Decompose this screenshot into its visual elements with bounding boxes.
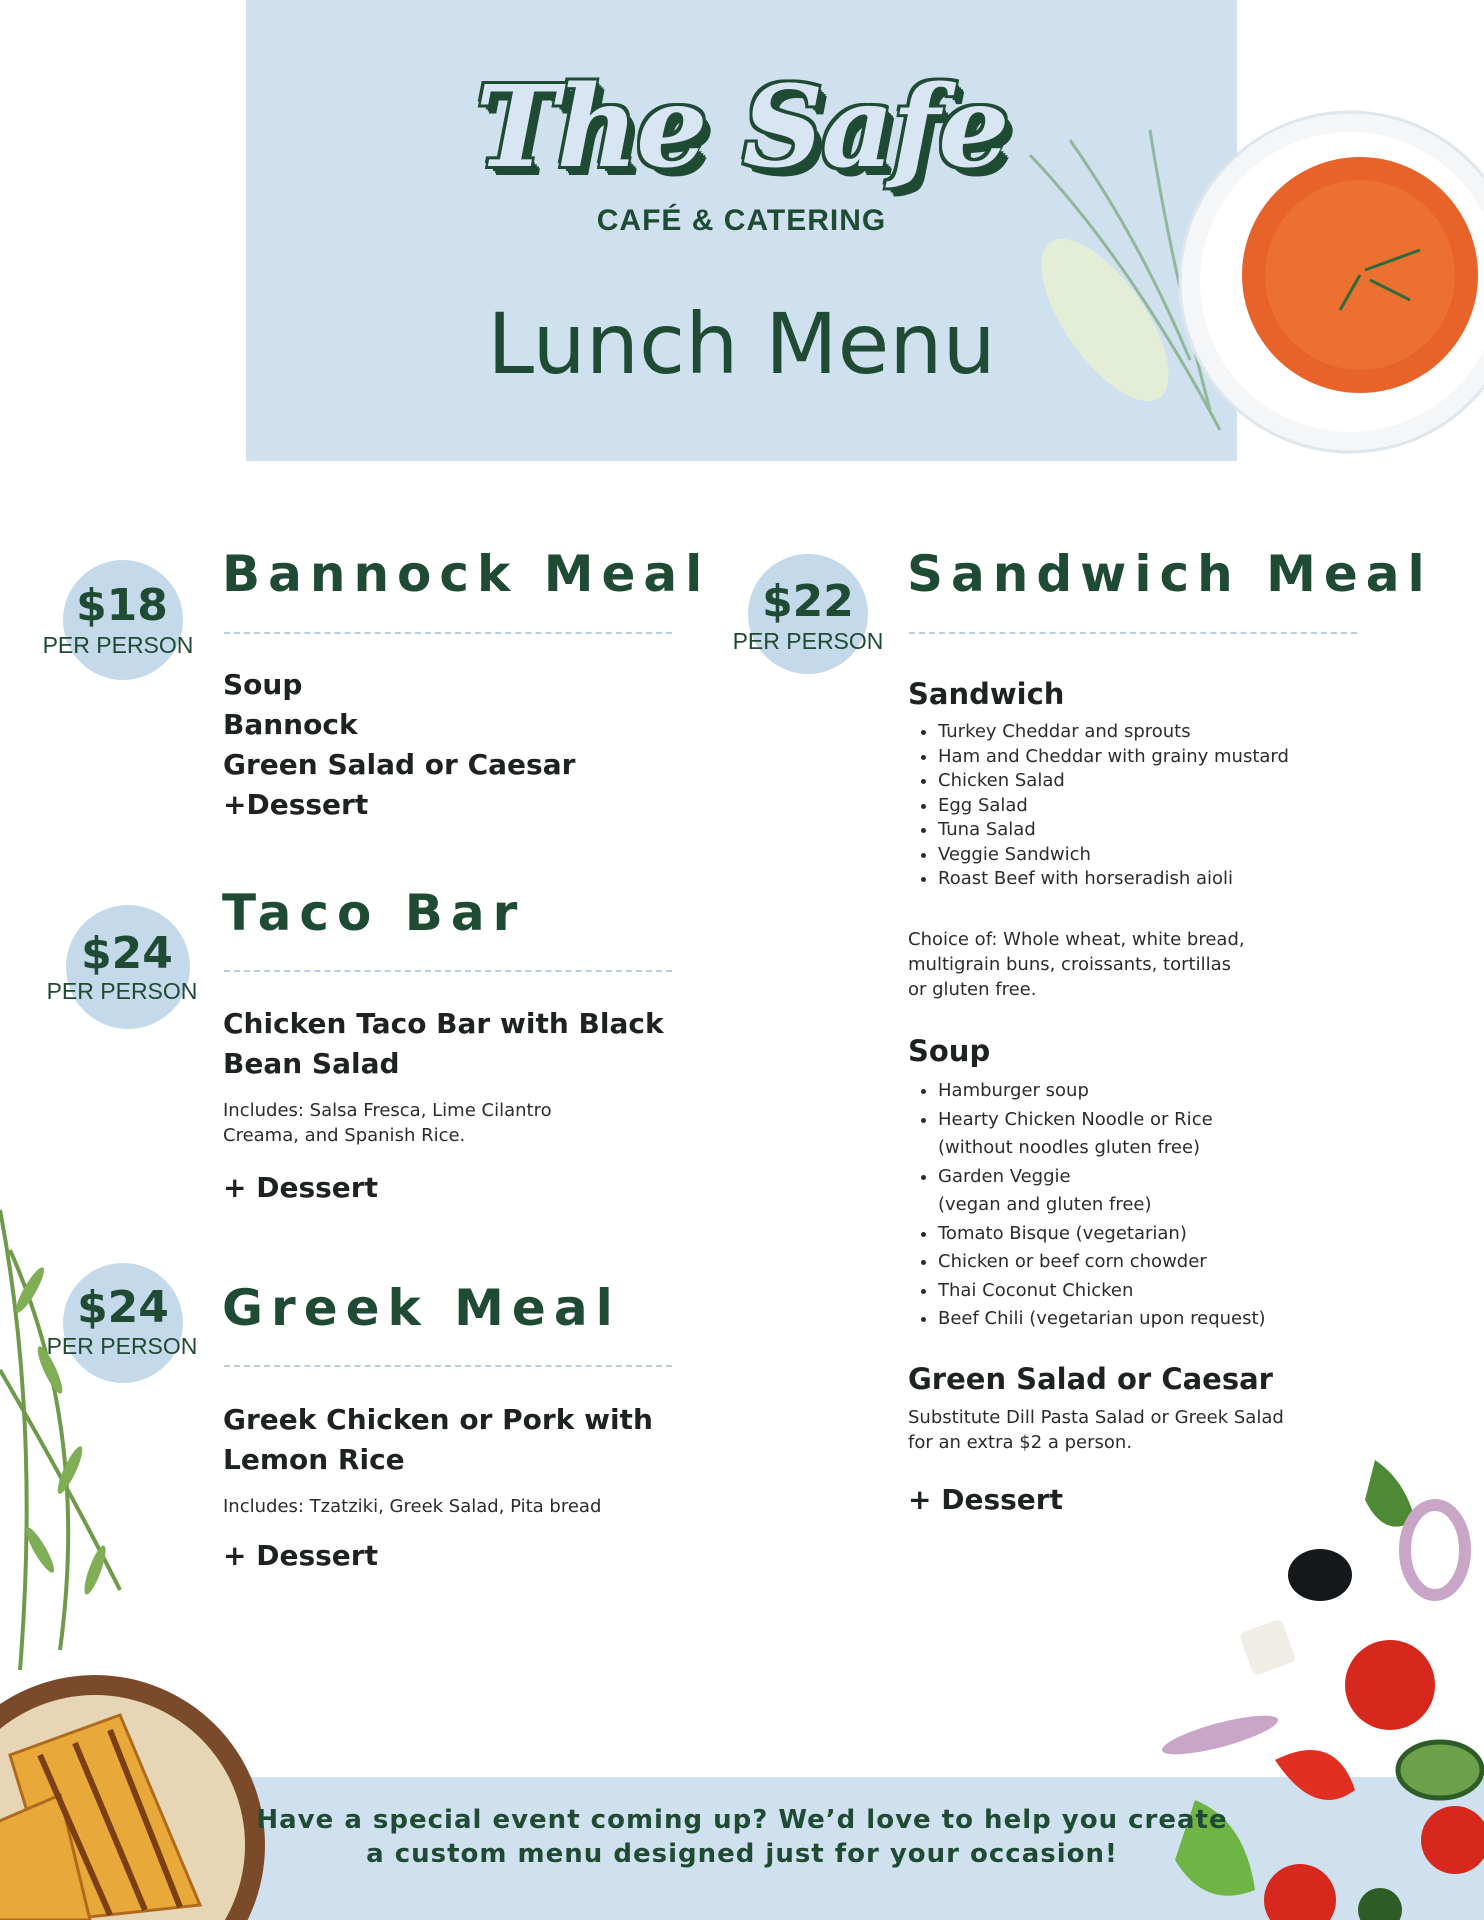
list-item: • Tuna Salad	[938, 818, 1298, 843]
price-per-person: PER PERSON	[46, 978, 198, 1004]
footer-line: a custom menu designed just for your occasion!	[366, 1839, 1118, 1869]
menu-item: +Dessert	[223, 788, 369, 821]
list-item-note: (without noodles gluten free)	[938, 1137, 1201, 1158]
logo-subtitle: CAFÉ & CATERING	[596, 204, 887, 237]
tomato-icon	[1345, 1640, 1435, 1730]
onion-slice-icon	[1159, 1708, 1281, 1762]
list-item: • Turkey Cheddar and sprouts	[938, 720, 1298, 745]
greek-main	[223, 1400, 653, 1480]
section-title-greek: Greek Meal	[222, 1279, 621, 1337]
grilled-sandwich-image	[0, 1675, 265, 1920]
price-amount: $18	[76, 580, 168, 631]
includes-line: Creama, and Spanish Rice.	[223, 1125, 466, 1146]
page-title: Lunch Menu	[487, 295, 996, 393]
olive-icon	[1288, 1549, 1352, 1601]
list-item: • Chicken Salad	[938, 769, 1298, 794]
menu-item-line: Greek Chicken or Pork with	[223, 1403, 653, 1436]
sandwich-dessert: + Dessert	[908, 1483, 1063, 1516]
includes-line: Includes: Salsa Fresca, Lime Cilantro	[223, 1100, 552, 1121]
divider	[224, 632, 672, 634]
logo	[246, 62, 1237, 238]
menu-item: Bannock	[223, 708, 358, 741]
price-per-person: PER PERSON	[732, 628, 884, 654]
list-item: • Tomato Bisque (vegetarian)	[938, 1220, 1358, 1249]
sandwich-list	[908, 720, 1298, 892]
choice-line: multigrain buns, croissants, tortillas	[908, 954, 1231, 975]
logo-wordmark: The Safe	[475, 62, 1008, 193]
salad-line: Substitute Dill Pasta Salad or Greek Salad	[908, 1407, 1284, 1428]
price-amount: $22	[762, 576, 854, 627]
menu-item-line: Chicken Taco Bar with Black	[223, 1007, 664, 1040]
list-item: • Egg Salad	[938, 794, 1298, 819]
list-item: • Ham and Cheddar with grainy mustard	[938, 745, 1298, 770]
menu-item-line: Lemon Rice	[223, 1443, 405, 1476]
salad-line: for an extra $2 a person.	[908, 1432, 1133, 1453]
footer-line: Have a special event coming up? We’d love to help you create	[256, 1805, 1228, 1835]
feta-cube-icon	[1239, 1618, 1297, 1676]
taco-main	[223, 1004, 664, 1084]
list-item: • Hamburger soup	[938, 1077, 1358, 1106]
greek-includes: Includes: Tzatziki, Greek Salad, Pita bread	[223, 1496, 602, 1517]
list-item: • Roast Beef with horseradish aioli	[938, 867, 1298, 892]
onion-ring-icon	[1405, 1505, 1465, 1595]
divider	[224, 1365, 672, 1367]
menu-item-line: Bean Salad	[223, 1047, 400, 1080]
choice-line: or gluten free.	[908, 979, 1037, 1000]
choice-line: Choice of: Whole wheat, white bread,	[908, 929, 1245, 950]
salad-heading: Green Salad or Caesar	[908, 1362, 1273, 1396]
section-title-sandwich: Sandwich Meal	[907, 545, 1433, 603]
lettuce-leaf-icon	[1365, 1460, 1415, 1527]
footer-message	[200, 1803, 1284, 1871]
list-item	[938, 1106, 1358, 1163]
price-per-person: PER PERSON	[46, 1333, 198, 1359]
bread-choice	[908, 927, 1245, 1002]
greek-dessert: + Dessert	[223, 1539, 378, 1572]
list-item-text: Hearty Chicken Noodle or Rice	[938, 1108, 1213, 1130]
price-per-person: PER PERSON	[42, 632, 194, 658]
rosemary-sprigs-image	[0, 1170, 140, 1690]
divider	[909, 632, 1357, 634]
list-item: • Beef Chili (vegetarian upon request)	[938, 1305, 1358, 1334]
list-item: • Veggie Sandwich	[938, 843, 1298, 868]
taco-dessert: + Dessert	[223, 1171, 378, 1204]
section-title-bannock: Bannock Meal	[222, 545, 711, 603]
cucumber-icon	[1398, 1742, 1482, 1798]
list-item: • Chicken or beef corn chowder	[938, 1248, 1358, 1277]
divider	[224, 970, 672, 972]
list-item-note: (vegan and gluten free)	[938, 1194, 1152, 1215]
soup-heading: Soup	[908, 1034, 991, 1068]
sandwich-heading: Sandwich	[908, 677, 1065, 711]
price-amount: $24	[81, 928, 173, 979]
price-amount: $24	[77, 1282, 169, 1333]
bannock-items	[223, 665, 575, 825]
pepper-icon	[1275, 1750, 1355, 1800]
menu-item: Soup	[223, 668, 303, 701]
soup-list	[908, 1077, 1358, 1334]
list-item-text: Garden Veggie	[938, 1165, 1071, 1187]
list-item: • Thai Coconut Chicken	[938, 1277, 1358, 1306]
taco-includes	[223, 1098, 552, 1148]
list-item	[938, 1163, 1358, 1220]
menu-item: Green Salad or Caesar	[223, 748, 576, 781]
section-title-taco: Taco Bar	[222, 884, 526, 942]
